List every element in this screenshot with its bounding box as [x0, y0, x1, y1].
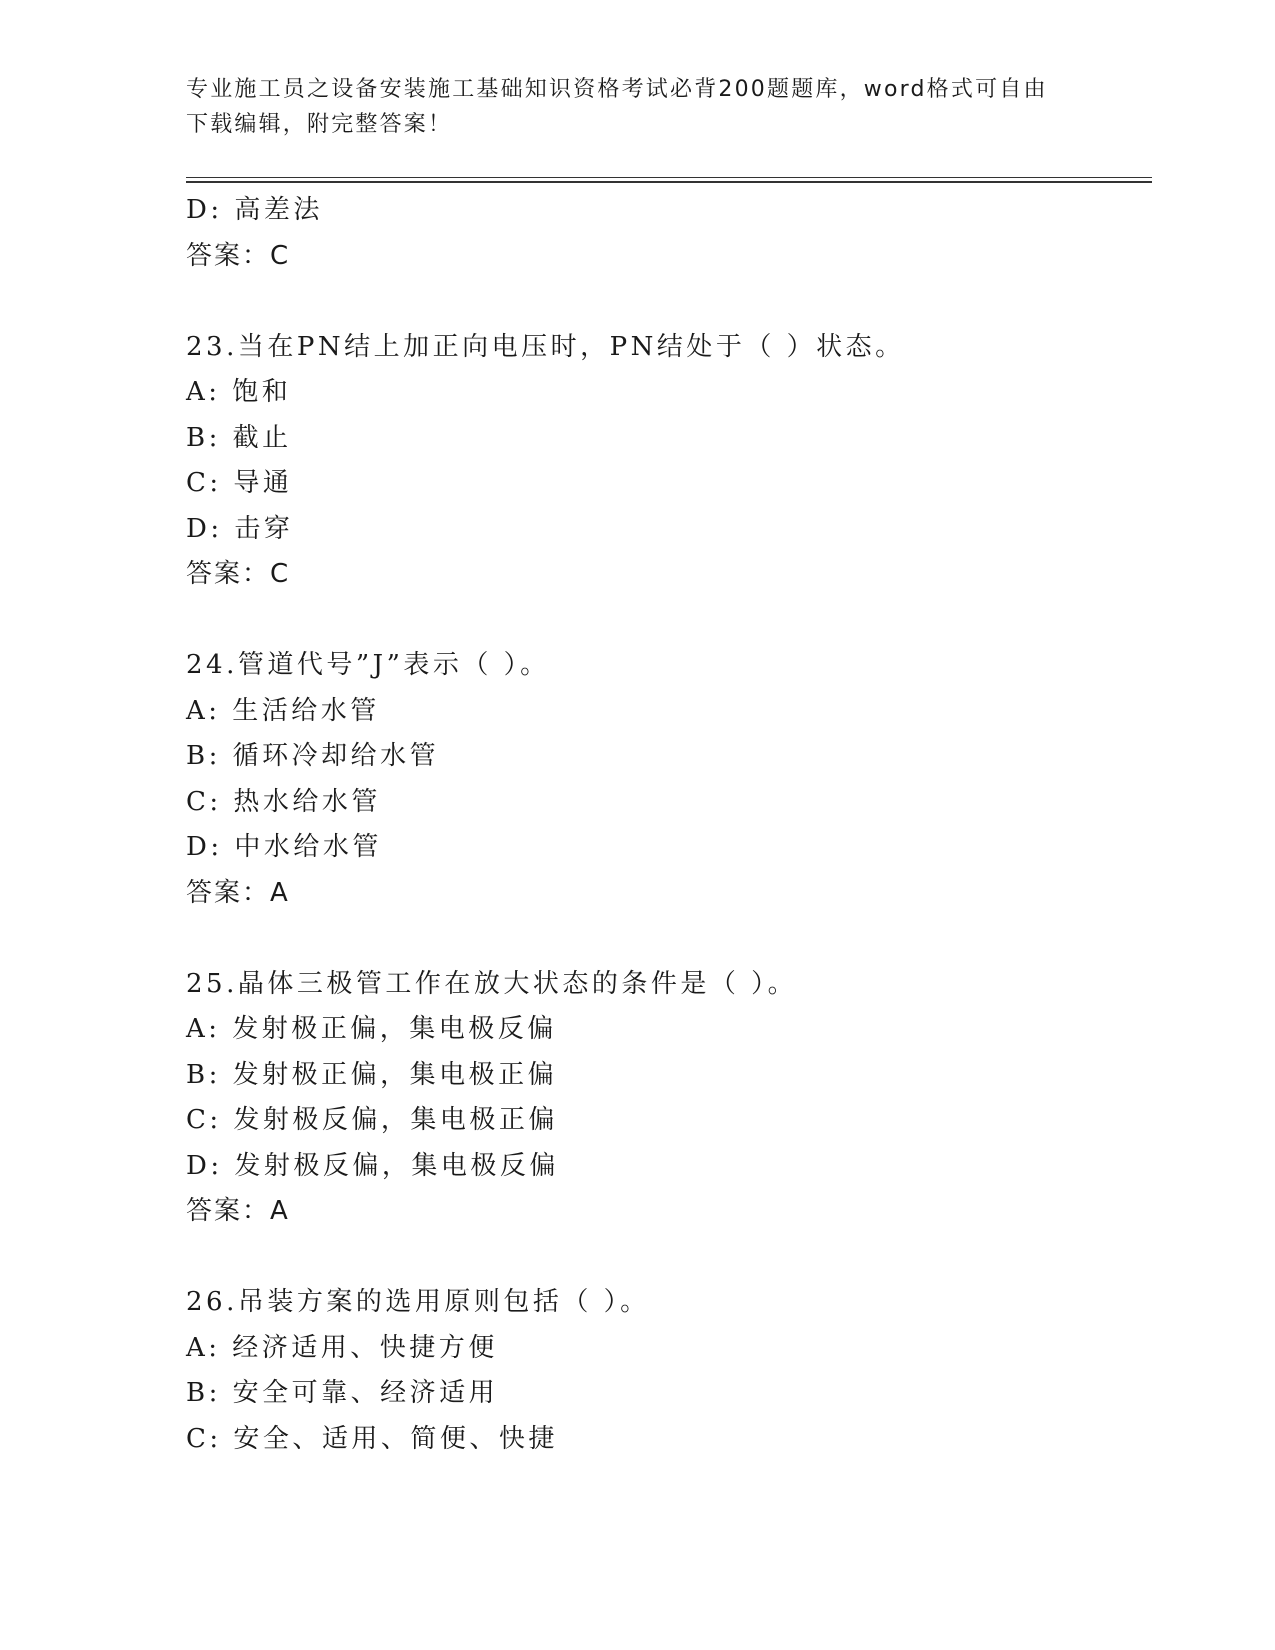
spacer: [186, 1235, 1152, 1281]
spacer: [186, 598, 1152, 644]
header-rule-thick: [186, 181, 1152, 183]
q24-answer: 答案：A: [186, 877, 290, 908]
spacer: [186, 279, 1152, 325]
header-rule-thin: [186, 177, 1152, 178]
prev-answer: 答案：C: [186, 240, 291, 271]
q25-answer: 答案：A: [186, 1196, 290, 1226]
q26-option-a: A: 经济适用、快捷方便: [186, 1332, 498, 1363]
question-stem-24: 24.管道代号”J”表示（ ）。: [186, 650, 550, 680]
question-stem-25: 25.晶体三极管工作在放大状态的条件是（ ）。: [186, 968, 798, 999]
header-line-1: 专业施工员之设备安装施工基础知识资格考试必背200题题库，word格式可自由: [186, 77, 1048, 102]
q26-option-c: C: 安全、适用、简便、快捷: [186, 1423, 558, 1454]
q25-option-b: B: 发射极正偏，集电极正偏: [186, 1059, 558, 1090]
q25-option-a: A: 发射极正偏，集电极反偏: [186, 1014, 557, 1044]
q23-option-c: C: 导通: [186, 468, 293, 498]
question-stem-26: 26.吊装方案的选用原则包括（ ）。: [186, 1287, 650, 1317]
q26-option-b: B: 安全可靠、经济适用: [186, 1378, 499, 1408]
header-line-2: 下载编辑，附完整答案！: [186, 112, 453, 137]
document-header: [186, 72, 1066, 142]
question-stem-23: 23.当在PN结上加正向电压时，PN结处于（ ）状态。: [186, 331, 905, 362]
question-list: [186, 188, 1152, 1462]
q24-option-b: B: 循环冷却给水管: [186, 741, 440, 771]
q23-answer: 答案：C: [186, 559, 291, 589]
q25-option-d: D: 发射极反偏，集电极反偏: [186, 1150, 559, 1181]
q24-option-c: C: 热水给水管: [186, 786, 381, 817]
q24-option-a: A: 生活给水管: [186, 695, 380, 726]
q25-option-c: C: 发射极反偏，集电极正偏: [186, 1105, 558, 1135]
q23-option-a: A: 饱和: [186, 377, 292, 407]
q23-option-d: D: 击穿: [186, 513, 294, 544]
spacer: [186, 916, 1152, 962]
q23-option-b: B: 截止: [186, 422, 292, 453]
q24-option-d: D: 中水给水管: [186, 832, 382, 862]
prev-option-d: D: 高差法: [186, 195, 323, 225]
